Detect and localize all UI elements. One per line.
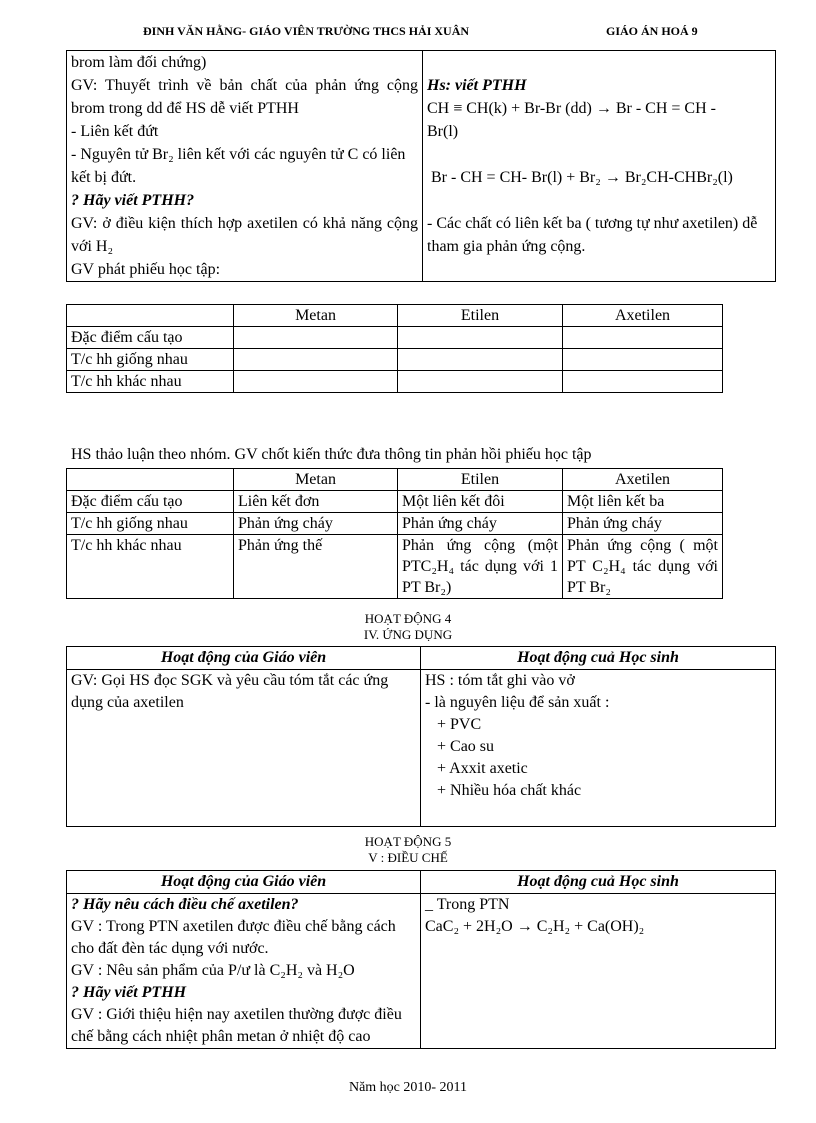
answer-cell: Phản ứng thế xyxy=(234,535,398,599)
equation-1: CH ≡ CH(k) + Br-Br (dd) → Br - CH = CH - Br(l) xyxy=(427,100,716,140)
answer-cell: Phản ứng cháy xyxy=(398,513,563,535)
student-line: HS : tóm tắt ghi vào vở xyxy=(425,672,575,689)
header-author: ĐINH VĂN HẰNG- GIÁO VIÊN TRƯỜNG THCS HẢI XUÂN xyxy=(143,24,470,38)
answer-cell: Một liên kết đôi xyxy=(398,491,563,513)
activity5-title: HOẠT ĐỘNG 5 xyxy=(364,834,452,849)
use-item: + Axxit axetic xyxy=(437,760,528,777)
teacher-line: - Liên kết đứt xyxy=(71,123,159,140)
row-label: T/c hh khác nhau xyxy=(67,371,234,393)
student-cell xyxy=(421,670,776,827)
student-line: - là nguyên liệu để sản xuất : xyxy=(425,694,610,711)
teacher-header: Hoạt động của Giáo viên xyxy=(67,871,421,894)
answer-cell: Phản ứng cháy xyxy=(234,513,398,535)
col-metan: Metan xyxy=(234,469,398,491)
teacher-line: GV : Trong PTN axetilen được điều chế bằng cách cho đất đèn tác dụng với nước. xyxy=(71,918,396,957)
student-note: - Các chất có liên kết ba ( tương tự như axetilen) dễ tham gia phản ứng cộng. xyxy=(427,215,758,255)
student-heading: Hs: viết PTHH xyxy=(427,77,527,94)
teacher-line: GV phát phiếu học tập: xyxy=(71,261,221,278)
teacher-question: ? Hãy viết PTHH xyxy=(71,984,187,1001)
row-label: T/c hh giống nhau xyxy=(67,349,234,371)
teacher-header: Hoạt động của Giáo viên xyxy=(67,647,421,670)
header-subject: GIÁO ÁN HOÁ 9 xyxy=(606,24,698,38)
teacher-line: GV: Thuyết trình về bản chất của phản ứng cộng brom trong dd để HS dễ viết PTHH xyxy=(71,77,418,117)
continuation-table xyxy=(66,50,776,282)
activity5-table xyxy=(66,870,776,1049)
row-label: T/c hh giống nhau xyxy=(67,513,234,535)
answer-cell: Phản ứng cộng ( một PT C₂H₄ tác dụng với PT Br₂ xyxy=(563,535,723,599)
student-cell xyxy=(423,51,776,282)
student-line: _ Trong PTN xyxy=(425,896,510,913)
row-label: T/c hh khác nhau xyxy=(67,535,234,599)
col-axetilen: Axetilen xyxy=(563,469,723,491)
col-axetilen: Axetilen xyxy=(563,305,723,327)
answer-cell: Phản ứng cháy xyxy=(563,513,723,535)
col-etilen: Etilen xyxy=(398,469,563,491)
answer-cell: Một liên kết ba xyxy=(563,491,723,513)
activity4-subtitle: IV. ỨNG DỤNG xyxy=(363,627,453,642)
row-label: Đặc điểm cấu tạo xyxy=(67,327,234,349)
answer-cell: Phản ứng cộng (một PTC₂H₄ tác dụng với 1 PT Br₂) xyxy=(398,535,563,599)
teacher-line: GV : Nêu sản phẩm của P/ư là C₂H₂ và H₂O xyxy=(71,962,355,979)
teacher-cell xyxy=(67,51,423,282)
teacher-cell: GV: Gọi HS đọc SGK và yêu cầu tóm tắt các ứng dụng của axetilen xyxy=(67,670,421,827)
use-item: + Nhiều hóa chất khác xyxy=(437,782,582,799)
preparation-equation: CaC₂ + 2H₂O → C₂H₂ + Ca(OH)₂ xyxy=(425,918,645,935)
activity5-subtitle: V : ĐIỀU CHẾ xyxy=(368,850,448,865)
worksheet-table xyxy=(66,304,723,393)
discussion-note: HS thảo luận theo nhóm. GV chốt kiến thức đưa thông tin phản hồi phiếu học tập xyxy=(71,446,592,463)
answer-cell: Liên kết đơn xyxy=(234,491,398,513)
col-metan: Metan xyxy=(234,305,398,327)
row-label: Đặc điểm cấu tạo xyxy=(67,491,234,513)
student-header: Hoạt động cuả Học sinh xyxy=(421,871,776,894)
teacher-question: ? Hãy viết PTHH? xyxy=(71,192,195,209)
use-item: + PVC xyxy=(437,716,482,733)
teacher-line: brom làm đối chứng) xyxy=(71,54,207,71)
activity4-title: HOẠT ĐỘNG 4 xyxy=(364,611,452,626)
teacher-line: GV : Giới thiệu hiện nay axetilen thường được điều chế bằng cách nhiệt phân metan ở nhiệt độ cao xyxy=(71,1006,402,1045)
teacher-question: ? Hãy nêu cách điều chế axetilen? xyxy=(71,896,299,913)
teacher-line: GV: ở điều kiện thích hợp axetilen có khả năng cộng với H₂ xyxy=(71,215,418,255)
teacher-cell xyxy=(67,894,421,1049)
activity4-table xyxy=(66,646,776,827)
col-etilen: Etilen xyxy=(398,305,563,327)
teacher-line: - Nguyên tử Br₂ liên kết với các nguyên tử C có liên kết bị đứt. xyxy=(71,146,406,186)
page-footer: Năm học 2010- 2011 xyxy=(348,1080,468,1095)
equation-2: Br - CH = CH- Br(l) + Br₂ → Br₂CH-CHBr₂(l) xyxy=(431,169,733,186)
student-header: Hoạt động cuả Học sinh xyxy=(421,647,776,670)
use-item: + Cao su xyxy=(437,738,495,755)
answer-table xyxy=(66,468,723,599)
student-cell xyxy=(421,894,776,1049)
